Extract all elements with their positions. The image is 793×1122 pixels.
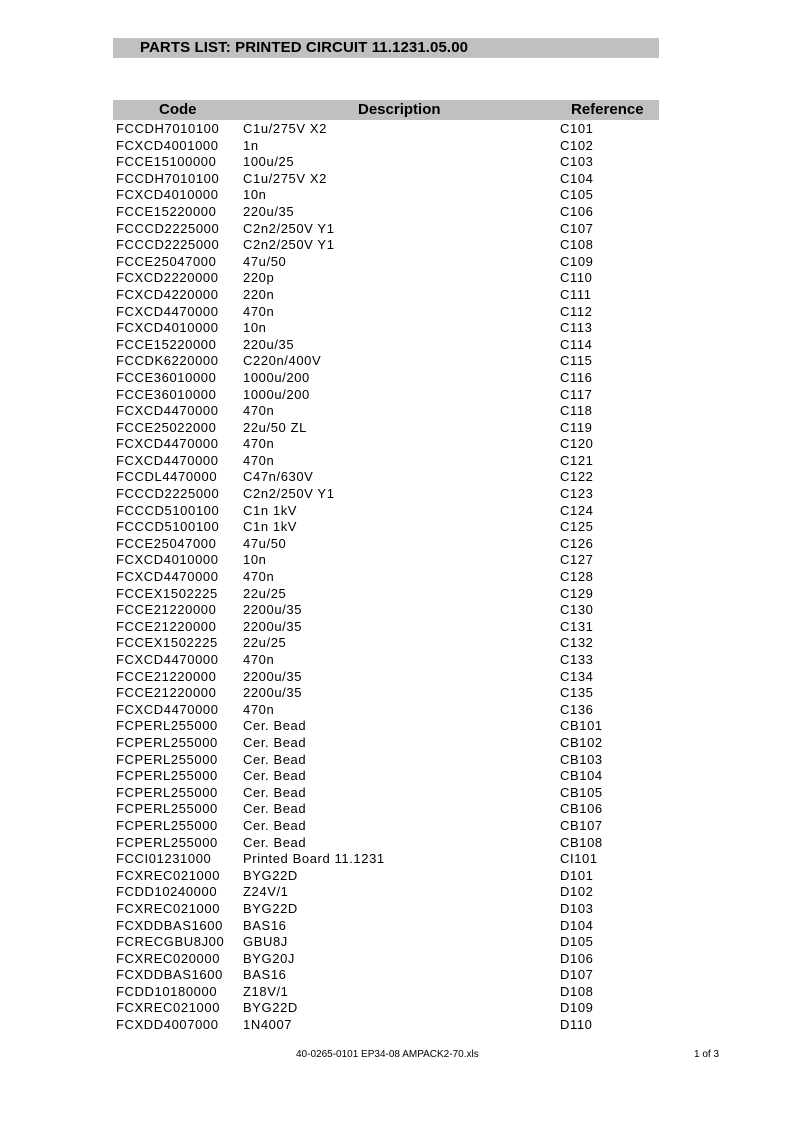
table-row [0, 901, 793, 918]
part-code: FCRECGBU8J00 [116, 934, 225, 950]
part-reference: C118 [560, 403, 593, 419]
part-code: FCCE25047000 [116, 535, 217, 551]
part-description: Cer. Bead [243, 768, 307, 784]
part-reference: CB102 [560, 734, 603, 750]
column-header-code: Code [159, 101, 197, 118]
part-code: FCCE15220000 [116, 336, 217, 352]
part-code: FCXDDBAS1600 [116, 917, 223, 933]
part-description: 1N4007 [243, 1017, 293, 1033]
part-description: 220u/35 [243, 336, 295, 352]
part-reference: D106 [560, 950, 594, 966]
part-code: FCCE15100000 [116, 154, 217, 170]
table-row [0, 304, 793, 321]
table-row [0, 503, 793, 520]
table-row [0, 768, 793, 785]
table-row [0, 1017, 793, 1034]
part-description: GBU8J [243, 934, 288, 950]
part-code: FCXDDBAS1600 [116, 967, 223, 983]
part-description: C1u/275V X2 [243, 170, 327, 186]
part-code: FCCE25022000 [116, 419, 217, 435]
table-row [0, 801, 793, 818]
part-description: 47u/50 [243, 535, 287, 551]
table-row [0, 951, 793, 968]
table-row [0, 602, 793, 619]
part-code: FCCE36010000 [116, 369, 217, 385]
part-reference: C113 [560, 320, 593, 336]
part-reference: C114 [560, 336, 593, 352]
part-code: FCXREC020000 [116, 950, 221, 966]
part-reference: CB108 [560, 834, 603, 850]
table-row [0, 934, 793, 951]
table-row [0, 254, 793, 271]
table-row [0, 486, 793, 503]
part-description: C2n2/250V Y1 [243, 220, 335, 236]
part-code: FCCI01231000 [116, 851, 212, 867]
table-row [0, 552, 793, 569]
part-code: FCCCD2225000 [116, 220, 220, 236]
part-description: C1u/275V X2 [243, 121, 327, 136]
part-reference: CB101 [560, 718, 603, 734]
part-description: 10n [243, 187, 267, 203]
part-code: FCPERL255000 [116, 718, 218, 734]
part-description: 470n [243, 652, 275, 667]
part-description: 22u/25 [243, 635, 287, 651]
part-reference: C124 [560, 502, 594, 518]
table-row [0, 403, 793, 420]
part-reference: C125 [560, 519, 594, 535]
part-description: 1000u/200 [243, 369, 310, 385]
part-description: 470n [243, 569, 275, 585]
parts-table [0, 121, 793, 1034]
table-row [0, 370, 793, 387]
part-code: FCXDD4007000 [116, 1017, 219, 1033]
part-description: BAS16 [243, 917, 287, 933]
part-description: 1000u/200 [243, 386, 310, 402]
table-row [0, 884, 793, 901]
table-row [0, 138, 793, 155]
table-row [0, 718, 793, 735]
table-row [0, 436, 793, 453]
part-reference: D110 [560, 1017, 593, 1033]
part-code: FCCCD2225000 [116, 237, 220, 253]
part-description: Printed Board 11.1231 [243, 851, 385, 867]
part-code: FCXCD4470000 [116, 403, 219, 419]
part-description: 22u/50 ZL [243, 419, 307, 435]
table-row [0, 121, 793, 138]
part-reference: D102 [560, 884, 594, 900]
part-description: 2200u/35 [243, 685, 303, 701]
part-reference: C129 [560, 585, 594, 601]
part-reference: C131 [560, 618, 594, 634]
part-description: 10n [243, 552, 267, 568]
part-code: FCXCD4010000 [116, 187, 219, 203]
part-code: FCXCD4220000 [116, 286, 219, 302]
part-description: C1n 1kV [243, 502, 298, 518]
part-reference: C133 [560, 652, 594, 667]
part-description: Z18V/1 [243, 983, 289, 999]
table-row [0, 652, 793, 669]
table-row [0, 851, 793, 868]
part-reference: C120 [560, 436, 594, 452]
part-code: FCCE15220000 [116, 203, 217, 219]
part-description: C1n 1kV [243, 519, 298, 535]
part-reference: C127 [560, 552, 594, 568]
part-description: 100u/25 [243, 154, 295, 170]
part-description: Cer. Bead [243, 784, 307, 800]
table-row [0, 569, 793, 586]
part-description: BYG22D [243, 900, 298, 916]
footer-filename: 40-0265-0101 EP34-08 AMPACK2-70.xls [296, 1049, 479, 1060]
part-reference: C102 [560, 137, 594, 153]
table-row [0, 918, 793, 935]
part-reference: C101 [560, 121, 594, 136]
part-description: C2n2/250V Y1 [243, 486, 335, 502]
part-description: 470n [243, 403, 275, 419]
part-code: FCXCD4470000 [116, 303, 219, 319]
part-reference: C109 [560, 253, 594, 269]
part-description: BYG22D [243, 867, 298, 883]
part-code: FCXCD4470000 [116, 436, 219, 452]
part-code: FCPERL255000 [116, 834, 218, 850]
table-row [0, 752, 793, 769]
part-reference: D104 [560, 917, 594, 933]
part-description: Cer. Bead [243, 817, 307, 833]
part-reference: C112 [560, 303, 593, 319]
part-description: 10n [243, 320, 267, 336]
table-row [0, 835, 793, 852]
part-reference: C108 [560, 237, 594, 253]
part-reference: D109 [560, 1000, 594, 1016]
part-description: 470n [243, 701, 275, 717]
table-row [0, 237, 793, 254]
part-code: FCCE25047000 [116, 253, 217, 269]
part-code: FCCDH7010100 [116, 170, 220, 186]
table-row [0, 619, 793, 636]
table-row [0, 536, 793, 553]
part-code: FCPERL255000 [116, 768, 218, 784]
part-code: FCXCD2220000 [116, 270, 219, 286]
part-code: FCCDH7010100 [116, 121, 220, 136]
part-code: FCCDK6220000 [116, 353, 219, 369]
part-code: FCCE21220000 [116, 668, 217, 684]
column-header-reference: Reference [571, 101, 644, 118]
part-reference: CB106 [560, 801, 603, 817]
part-description: BAS16 [243, 967, 287, 983]
part-reference: C106 [560, 203, 594, 219]
page-title: PARTS LIST: PRINTED CIRCUIT 11.1231.05.00 [140, 39, 469, 56]
table-row [0, 187, 793, 204]
part-description: 220u/35 [243, 203, 295, 219]
table-row [0, 785, 793, 802]
part-reference: C121 [560, 452, 594, 468]
part-description: 470n [243, 452, 275, 468]
part-description: BYG20J [243, 950, 296, 966]
footer-page-number: 1 of 3 [694, 1049, 720, 1060]
part-reference: C104 [560, 170, 594, 186]
part-description: C47n/630V [243, 469, 314, 485]
part-code: FCXCD4470000 [116, 652, 219, 667]
table-row [0, 702, 793, 719]
part-description: 2200u/35 [243, 668, 303, 684]
table-row [0, 818, 793, 835]
table-row [0, 519, 793, 536]
part-description: Cer. Bead [243, 801, 307, 817]
table-row [0, 221, 793, 238]
table-row [0, 171, 793, 188]
part-reference: C135 [560, 685, 594, 701]
part-reference: C117 [560, 386, 593, 402]
part-description: 470n [243, 436, 275, 452]
part-code: FCXCD4010000 [116, 552, 219, 568]
part-code: FCPERL255000 [116, 817, 218, 833]
part-reference: C110 [560, 270, 593, 286]
part-reference: CB105 [560, 784, 603, 800]
part-code: FCDD10180000 [116, 983, 218, 999]
part-reference: C126 [560, 535, 594, 551]
part-description: Cer. Bead [243, 751, 307, 767]
part-reference: C132 [560, 635, 594, 651]
part-reference: CB104 [560, 768, 603, 784]
table-row [0, 685, 793, 702]
part-description: 470n [243, 303, 275, 319]
column-header-description: Description [358, 101, 441, 118]
part-code: FCPERL255000 [116, 784, 218, 800]
part-reference: C103 [560, 154, 594, 170]
part-reference: C128 [560, 569, 594, 585]
part-reference: D101 [560, 867, 594, 883]
part-description: 220n [243, 286, 275, 302]
part-reference: C119 [560, 419, 593, 435]
table-row [0, 967, 793, 984]
table-row [0, 586, 793, 603]
part-description: C2n2/250V Y1 [243, 237, 335, 253]
part-reference: C111 [560, 286, 592, 302]
part-code: FCXREC021000 [116, 900, 221, 916]
part-description: Cer. Bead [243, 734, 307, 750]
part-code: FCXREC021000 [116, 1000, 221, 1016]
part-description: Z24V/1 [243, 884, 289, 900]
table-row [0, 287, 793, 304]
part-reference: C122 [560, 469, 594, 485]
part-reference: C130 [560, 602, 594, 618]
part-code: FCCCD5100100 [116, 502, 220, 518]
table-row [0, 204, 793, 221]
part-description: 47u/50 [243, 253, 287, 269]
part-code: FCCDL4470000 [116, 469, 218, 485]
part-code: FCXCD4010000 [116, 320, 219, 336]
part-code: FCPERL255000 [116, 734, 218, 750]
part-reference: D108 [560, 983, 594, 999]
part-description: 2200u/35 [243, 602, 303, 618]
part-description: C220n/400V [243, 353, 322, 369]
part-code: FCXCD4470000 [116, 452, 219, 468]
table-row [0, 154, 793, 171]
part-reference: C136 [560, 701, 594, 717]
table-row [0, 469, 793, 486]
table-row [0, 669, 793, 686]
part-code: FCDD10240000 [116, 884, 218, 900]
part-reference: C115 [560, 353, 593, 369]
part-reference: CB103 [560, 751, 603, 767]
table-row [0, 735, 793, 752]
part-code: FCCEX1502225 [116, 635, 218, 651]
table-row [0, 635, 793, 652]
part-code: FCXCD4470000 [116, 701, 219, 717]
table-row [0, 387, 793, 404]
part-code: FCCE21220000 [116, 602, 217, 618]
table-row [0, 420, 793, 437]
part-code: FCCCD2225000 [116, 486, 220, 502]
part-code: FCXREC021000 [116, 867, 221, 883]
part-reference: D107 [560, 967, 594, 983]
part-reference: D103 [560, 900, 594, 916]
part-code: FCXCD4470000 [116, 569, 219, 585]
part-description: BYG22D [243, 1000, 298, 1016]
table-row [0, 270, 793, 287]
part-description: 1n [243, 137, 259, 153]
part-reference: CB107 [560, 817, 603, 833]
part-reference: D105 [560, 934, 594, 950]
table-row [0, 868, 793, 885]
part-code: FCPERL255000 [116, 751, 218, 767]
table-row [0, 337, 793, 354]
part-code: FCCEX1502225 [116, 585, 218, 601]
part-description: 220p [243, 270, 275, 286]
part-code: FCXCD4001000 [116, 137, 219, 153]
part-code: FCCE21220000 [116, 618, 217, 634]
part-description: 22u/25 [243, 585, 287, 601]
part-description: Cer. Bead [243, 834, 307, 850]
table-row [0, 453, 793, 470]
part-description: 2200u/35 [243, 618, 303, 634]
table-row [0, 353, 793, 370]
part-description: Cer. Bead [243, 718, 307, 734]
part-reference: CI101 [560, 851, 598, 867]
part-code: FCCE21220000 [116, 685, 217, 701]
table-row [0, 320, 793, 337]
part-reference: C123 [560, 486, 594, 502]
table-row [0, 984, 793, 1001]
part-code: FCCE36010000 [116, 386, 217, 402]
part-code: FCCCD5100100 [116, 519, 220, 535]
table-row [0, 1000, 793, 1017]
part-reference: C134 [560, 668, 594, 684]
part-reference: C107 [560, 220, 594, 236]
part-reference: C105 [560, 187, 594, 203]
part-code: FCPERL255000 [116, 801, 218, 817]
part-reference: C116 [560, 369, 593, 385]
